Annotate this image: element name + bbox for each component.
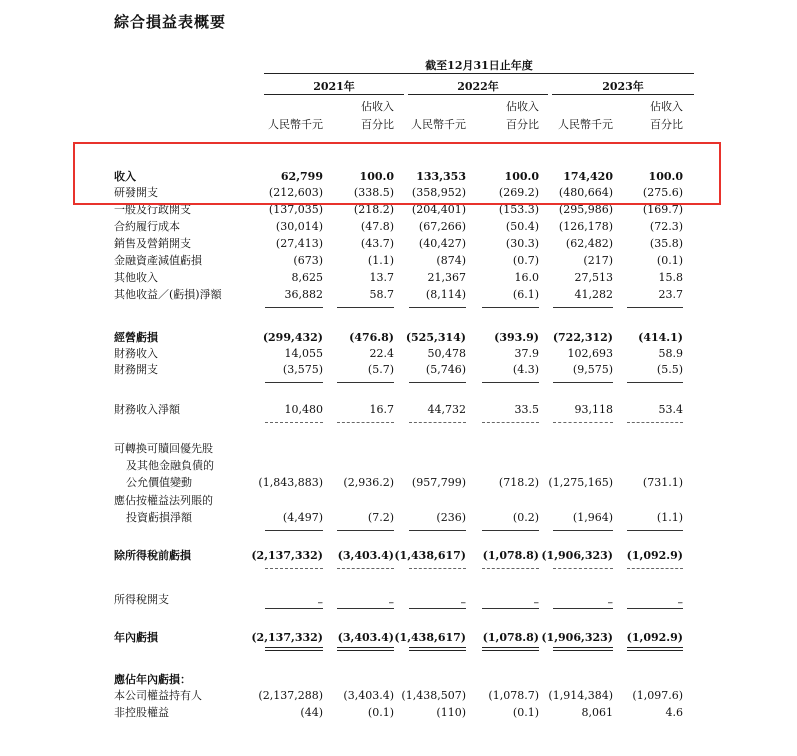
table-cell: (1,438,617) — [394, 631, 466, 644]
column-underline — [553, 530, 613, 531]
column-underline — [553, 568, 613, 569]
table-cell: 41,282 — [574, 288, 613, 301]
table-cell: (338.5) — [353, 186, 394, 199]
row-label: 金融資產減值虧損 — [114, 254, 202, 267]
table-cell: (110) — [436, 706, 466, 719]
table-cell: (731.1) — [642, 476, 683, 489]
table-cell: 174,420 — [563, 170, 613, 183]
table-cell: (722,312) — [552, 331, 613, 344]
table-cell: (72.3) — [649, 220, 683, 233]
table-cell: 58.9 — [658, 347, 683, 360]
table-cell: 10,480 — [284, 403, 323, 416]
period-header: 截至12月31日止年度 — [425, 59, 533, 72]
column-underline — [553, 382, 613, 383]
column-underline — [409, 382, 466, 383]
table-cell: (1,078.8) — [482, 549, 539, 562]
column-underline — [337, 382, 394, 383]
table-cell: (30,014) — [275, 220, 323, 233]
table-cell: 27,513 — [574, 271, 613, 284]
table-cell: 4.6 — [665, 706, 683, 719]
table-cell: (358,952) — [411, 186, 466, 199]
row-label: 投資虧損淨額 — [126, 511, 192, 524]
table-cell: 33.5 — [514, 403, 539, 416]
table-cell: (718.2) — [498, 476, 539, 489]
col-header-rmb: 人民幣千元 — [558, 118, 613, 131]
table-cell: (1,275,165) — [548, 476, 613, 489]
table-cell: (5,746) — [425, 363, 466, 376]
table-cell: (137,035) — [268, 203, 323, 216]
table-cell: (3,403.4) — [343, 689, 394, 702]
table-cell: (0.7) — [512, 254, 539, 267]
column-underline — [265, 307, 323, 308]
table-cell: 21,367 — [427, 271, 466, 284]
column-underline — [265, 568, 323, 569]
table-cell: 53.4 — [658, 403, 683, 416]
col-header-pct-line2: 百分比 — [650, 118, 683, 131]
table-cell: 102,693 — [567, 347, 613, 360]
row-label: 其他收益／(虧損)淨額 — [114, 288, 222, 301]
table-cell: 100.0 — [504, 170, 539, 183]
table-cell: (673) — [293, 254, 323, 267]
column-underline — [553, 647, 613, 651]
row-label: 除所得稅前虧損 — [114, 549, 191, 562]
column-underline — [265, 382, 323, 383]
table-cell: 37.9 — [514, 347, 539, 360]
column-underline — [482, 382, 539, 383]
table-cell: 133,353 — [416, 170, 466, 183]
column-underline — [265, 530, 323, 531]
row-label: 及其他金融負債的 — [126, 459, 214, 472]
column-underline — [553, 422, 613, 423]
table-cell: (5.5) — [656, 363, 683, 376]
table-cell: (218.2) — [353, 203, 394, 216]
column-underline — [482, 608, 539, 609]
table-cell: 58.7 — [369, 288, 394, 301]
column-underline — [337, 307, 394, 308]
table-cell: (957,799) — [411, 476, 466, 489]
column-underline — [553, 608, 613, 609]
column-underline — [627, 530, 683, 531]
table-cell: – — [607, 596, 613, 609]
year-2021: 2021年 — [313, 80, 355, 93]
table-cell: (0.1) — [512, 706, 539, 719]
table-cell: (40,427) — [418, 237, 466, 250]
column-underline — [409, 568, 466, 569]
table-cell: (3,403.4) — [337, 549, 394, 562]
table-cell: (44) — [300, 706, 323, 719]
table-cell: (476.8) — [349, 331, 394, 344]
table-cell: (1,438,507) — [401, 689, 466, 702]
table-cell: (9,575) — [572, 363, 613, 376]
table-cell: (1,078.7) — [488, 689, 539, 702]
column-underline — [265, 422, 323, 423]
column-underline — [409, 530, 466, 531]
table-cell: (1.1) — [367, 254, 394, 267]
table-cell: (1.1) — [656, 511, 683, 524]
row-label: 本公司權益持有人 — [114, 689, 202, 702]
column-underline — [482, 530, 539, 531]
table-cell: (1,906,323) — [541, 549, 613, 562]
table-cell: (1,964) — [572, 511, 613, 524]
row-label: 可轉換可贖回優先股 — [114, 442, 213, 455]
table-cell: (3,403.4) — [337, 631, 394, 644]
table-cell: (169.7) — [642, 203, 683, 216]
col-header-pct-line1: 佔收入 — [506, 100, 539, 113]
table-cell: (299,432) — [262, 331, 323, 344]
column-underline — [627, 422, 683, 423]
column-underline — [409, 608, 466, 609]
table-cell: (1,906,323) — [541, 631, 613, 644]
column-underline — [337, 647, 394, 651]
column-underline — [337, 608, 394, 609]
table-cell: (3,575) — [282, 363, 323, 376]
row-label: 財務收入 — [114, 347, 158, 360]
table-cell: (67,266) — [418, 220, 466, 233]
table-cell: (269.2) — [498, 186, 539, 199]
row-label: 銷售及營銷開支 — [114, 237, 191, 250]
table-cell: (4,497) — [282, 511, 323, 524]
column-underline — [627, 307, 683, 308]
col-header-rmb: 人民幣千元 — [411, 118, 466, 131]
column-underline — [409, 307, 466, 308]
table-cell: – — [533, 596, 539, 609]
column-underline — [553, 307, 613, 308]
table-cell: – — [677, 596, 683, 609]
row-label: 合約履行成本 — [114, 220, 180, 233]
year-rule — [264, 94, 404, 95]
column-underline — [265, 647, 323, 651]
column-underline — [409, 422, 466, 423]
col-header-pct-line2: 百分比 — [361, 118, 394, 131]
table-cell: (8,114) — [425, 288, 466, 301]
table-cell: (414.1) — [638, 331, 683, 344]
table-cell: (236) — [436, 511, 466, 524]
table-cell: (295,986) — [558, 203, 613, 216]
table-cell: 14,055 — [284, 347, 323, 360]
column-underline — [627, 647, 683, 651]
table-cell: (0.1) — [656, 254, 683, 267]
column-underline — [482, 422, 539, 423]
table-cell: (35.8) — [649, 237, 683, 250]
row-label: 所得稅開支 — [114, 593, 169, 606]
column-underline — [265, 608, 323, 609]
column-underline — [337, 568, 394, 569]
table-cell: (2,137,332) — [251, 549, 323, 562]
table-cell: (1,092.9) — [626, 631, 683, 644]
table-cell: 16.0 — [514, 271, 539, 284]
column-underline — [627, 382, 683, 383]
table-cell: 8,061 — [581, 706, 613, 719]
table-cell: (7.2) — [367, 511, 394, 524]
col-header-pct-line1: 佔收入 — [650, 100, 683, 113]
table-cell: (6.1) — [512, 288, 539, 301]
table-cell: (43.7) — [360, 237, 394, 250]
table-cell: (2,137,332) — [251, 631, 323, 644]
table-cell: (153.3) — [498, 203, 539, 216]
table-cell: 44,732 — [427, 403, 466, 416]
table-cell: (393.9) — [494, 331, 539, 344]
column-underline — [482, 568, 539, 569]
table-cell: – — [460, 596, 466, 609]
column-underline — [627, 568, 683, 569]
row-label: 收入 — [114, 170, 136, 183]
table-cell: (212,603) — [268, 186, 323, 199]
table-cell: (1,092.9) — [626, 549, 683, 562]
table-cell: 50,478 — [427, 347, 466, 360]
highlight-box — [73, 142, 721, 205]
table-cell: (204,401) — [411, 203, 466, 216]
table-cell: (1,438,617) — [394, 549, 466, 562]
table-cell: 15.8 — [658, 271, 683, 284]
table-cell: (525,314) — [405, 331, 466, 344]
column-underline — [482, 307, 539, 308]
table-cell: (5.7) — [367, 363, 394, 376]
page-title: 綜合損益表概要 — [114, 13, 227, 31]
table-cell: 36,882 — [284, 288, 323, 301]
table-cell: (50.4) — [505, 220, 539, 233]
col-header-pct-line2: 百分比 — [506, 118, 539, 131]
table-cell: (1,078.8) — [482, 631, 539, 644]
table-cell: (2,137,288) — [258, 689, 323, 702]
table-cell: (480,664) — [558, 186, 613, 199]
table-cell: (275.6) — [642, 186, 683, 199]
table-cell: 13.7 — [369, 271, 394, 284]
row-label: 應佔按權益法列賬的 — [114, 494, 213, 507]
table-cell: (1,843,883) — [258, 476, 323, 489]
table-cell: 16.7 — [369, 403, 394, 416]
row-label: 財務收入淨額 — [114, 403, 180, 416]
table-cell: (47.8) — [360, 220, 394, 233]
col-header-pct-line1: 佔收入 — [361, 100, 394, 113]
column-underline — [337, 530, 394, 531]
column-underline — [482, 647, 539, 651]
row-label: 經營虧損 — [114, 331, 158, 344]
header-rule — [264, 73, 694, 74]
col-header-rmb: 人民幣千元 — [268, 118, 323, 131]
row-label: 一般及行政開支 — [114, 203, 191, 216]
row-label: 其他收入 — [114, 271, 158, 284]
table-cell: (27,413) — [275, 237, 323, 250]
row-label: 非控股權益 — [114, 706, 169, 719]
table-cell: 93,118 — [574, 403, 613, 416]
table-cell: (0.1) — [367, 706, 394, 719]
table-cell: 22.4 — [369, 347, 394, 360]
table-cell: (874) — [436, 254, 466, 267]
table-cell: (62,482) — [565, 237, 613, 250]
table-cell: (30.3) — [505, 237, 539, 250]
table-cell: 62,799 — [280, 170, 323, 183]
table-cell: 100.0 — [359, 170, 394, 183]
row-label: 研發開支 — [114, 186, 158, 199]
year-2022: 2022年 — [457, 80, 499, 93]
row-label: 財務開支 — [114, 363, 158, 376]
table-cell: 8,625 — [291, 271, 323, 284]
column-underline — [627, 608, 683, 609]
table-cell: (2,936.2) — [343, 476, 394, 489]
year-rule — [552, 94, 694, 95]
column-underline — [337, 422, 394, 423]
table-cell: (1,097.6) — [632, 689, 683, 702]
table-cell: (1,914,384) — [548, 689, 613, 702]
row-label: 公允價值變動 — [126, 476, 192, 489]
row-label: 年內虧損 — [114, 631, 158, 644]
table-cell: 100.0 — [648, 170, 683, 183]
column-underline — [409, 647, 466, 651]
table-cell: (217) — [583, 254, 613, 267]
table-cell: (4.3) — [512, 363, 539, 376]
table-cell: – — [317, 596, 323, 609]
table-cell: (126,178) — [558, 220, 613, 233]
table-cell: 23.7 — [658, 288, 683, 301]
year-2023: 2023年 — [602, 80, 644, 93]
year-rule — [408, 94, 548, 95]
row-label: 應佔年內虧損： — [114, 673, 191, 686]
table-cell: (0.2) — [512, 511, 539, 524]
table-cell: – — [388, 596, 394, 609]
